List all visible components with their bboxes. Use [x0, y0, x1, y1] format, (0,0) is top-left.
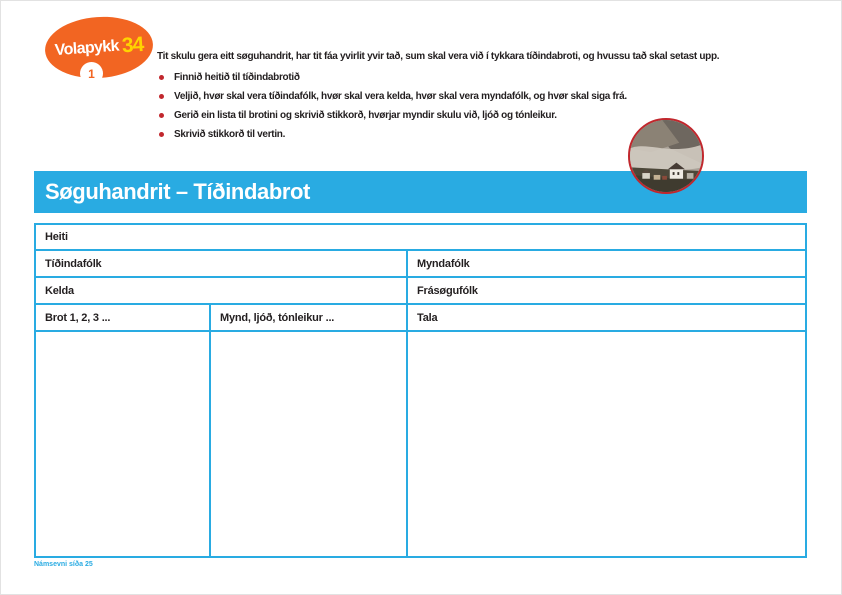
logo-badge-number: 1 [80, 62, 103, 85]
cell-kelda: Kelda [36, 278, 406, 303]
cell-mynd-empty [211, 332, 406, 556]
cell-frasogufolk: Frásøgufólk [408, 278, 805, 303]
instruction-item [157, 109, 829, 122]
instructions-block [157, 51, 829, 147]
page-title: Søguhandrit – Tíðindabrot [45, 179, 310, 204]
instruction-item-text: Finnið heitið til tíðindabrotið [174, 72, 300, 83]
logo-number-text: 34 [121, 32, 144, 57]
instruction-item-text: Veljið, hvør skal vera tíðindafólk, hvør skal vera kelda, hvør skal vera myndafólk, og hvør skal siga frá. [174, 91, 627, 102]
intro-text: Tit skulu gera eitt søguhandrit, har tit fáa yvirlit yvir tað, sum skal vera við í tykkara tíðindabroti, og hvussu tað skal setast upp. [157, 51, 720, 62]
instruction-item [157, 90, 829, 103]
instruction-item [157, 71, 829, 84]
cell-heiti: Heiti [36, 225, 805, 249]
cell-tala-header: Tala [408, 305, 805, 330]
instruction-item-text: Skrivið stikkorð til vertin. [174, 129, 286, 140]
storyboard-form-table [34, 223, 807, 558]
cell-brot-empty [36, 332, 209, 556]
village-photo-illustration [630, 120, 702, 192]
cell-myndafolk: Myndafólk [408, 251, 805, 276]
cell-mynd-header: Mynd, ljóð, tónleikur ... [211, 305, 406, 330]
bullet-dot-icon [159, 94, 164, 99]
bullet-dot-icon [159, 113, 164, 118]
cell-brot-header: Brot 1, 2, 3 ... [36, 305, 209, 330]
logo-brand-text: Volapykk [54, 37, 120, 59]
page-footer-text: Námsevni síða 25 [34, 561, 93, 568]
bullet-dot-icon [159, 132, 164, 137]
instruction-item-text: Gerið ein lista til brotini og skrivið stikkorð, hvørjar myndir skulu við, ljóð og tónleikur. [174, 110, 557, 121]
instruction-item [157, 128, 829, 141]
bullet-dot-icon [159, 75, 164, 80]
cell-tala-empty [408, 332, 805, 556]
instruction-list [157, 71, 829, 141]
cell-tidindafolk: Tíðindafólk [36, 251, 406, 276]
mountain-village-photo [628, 118, 704, 194]
